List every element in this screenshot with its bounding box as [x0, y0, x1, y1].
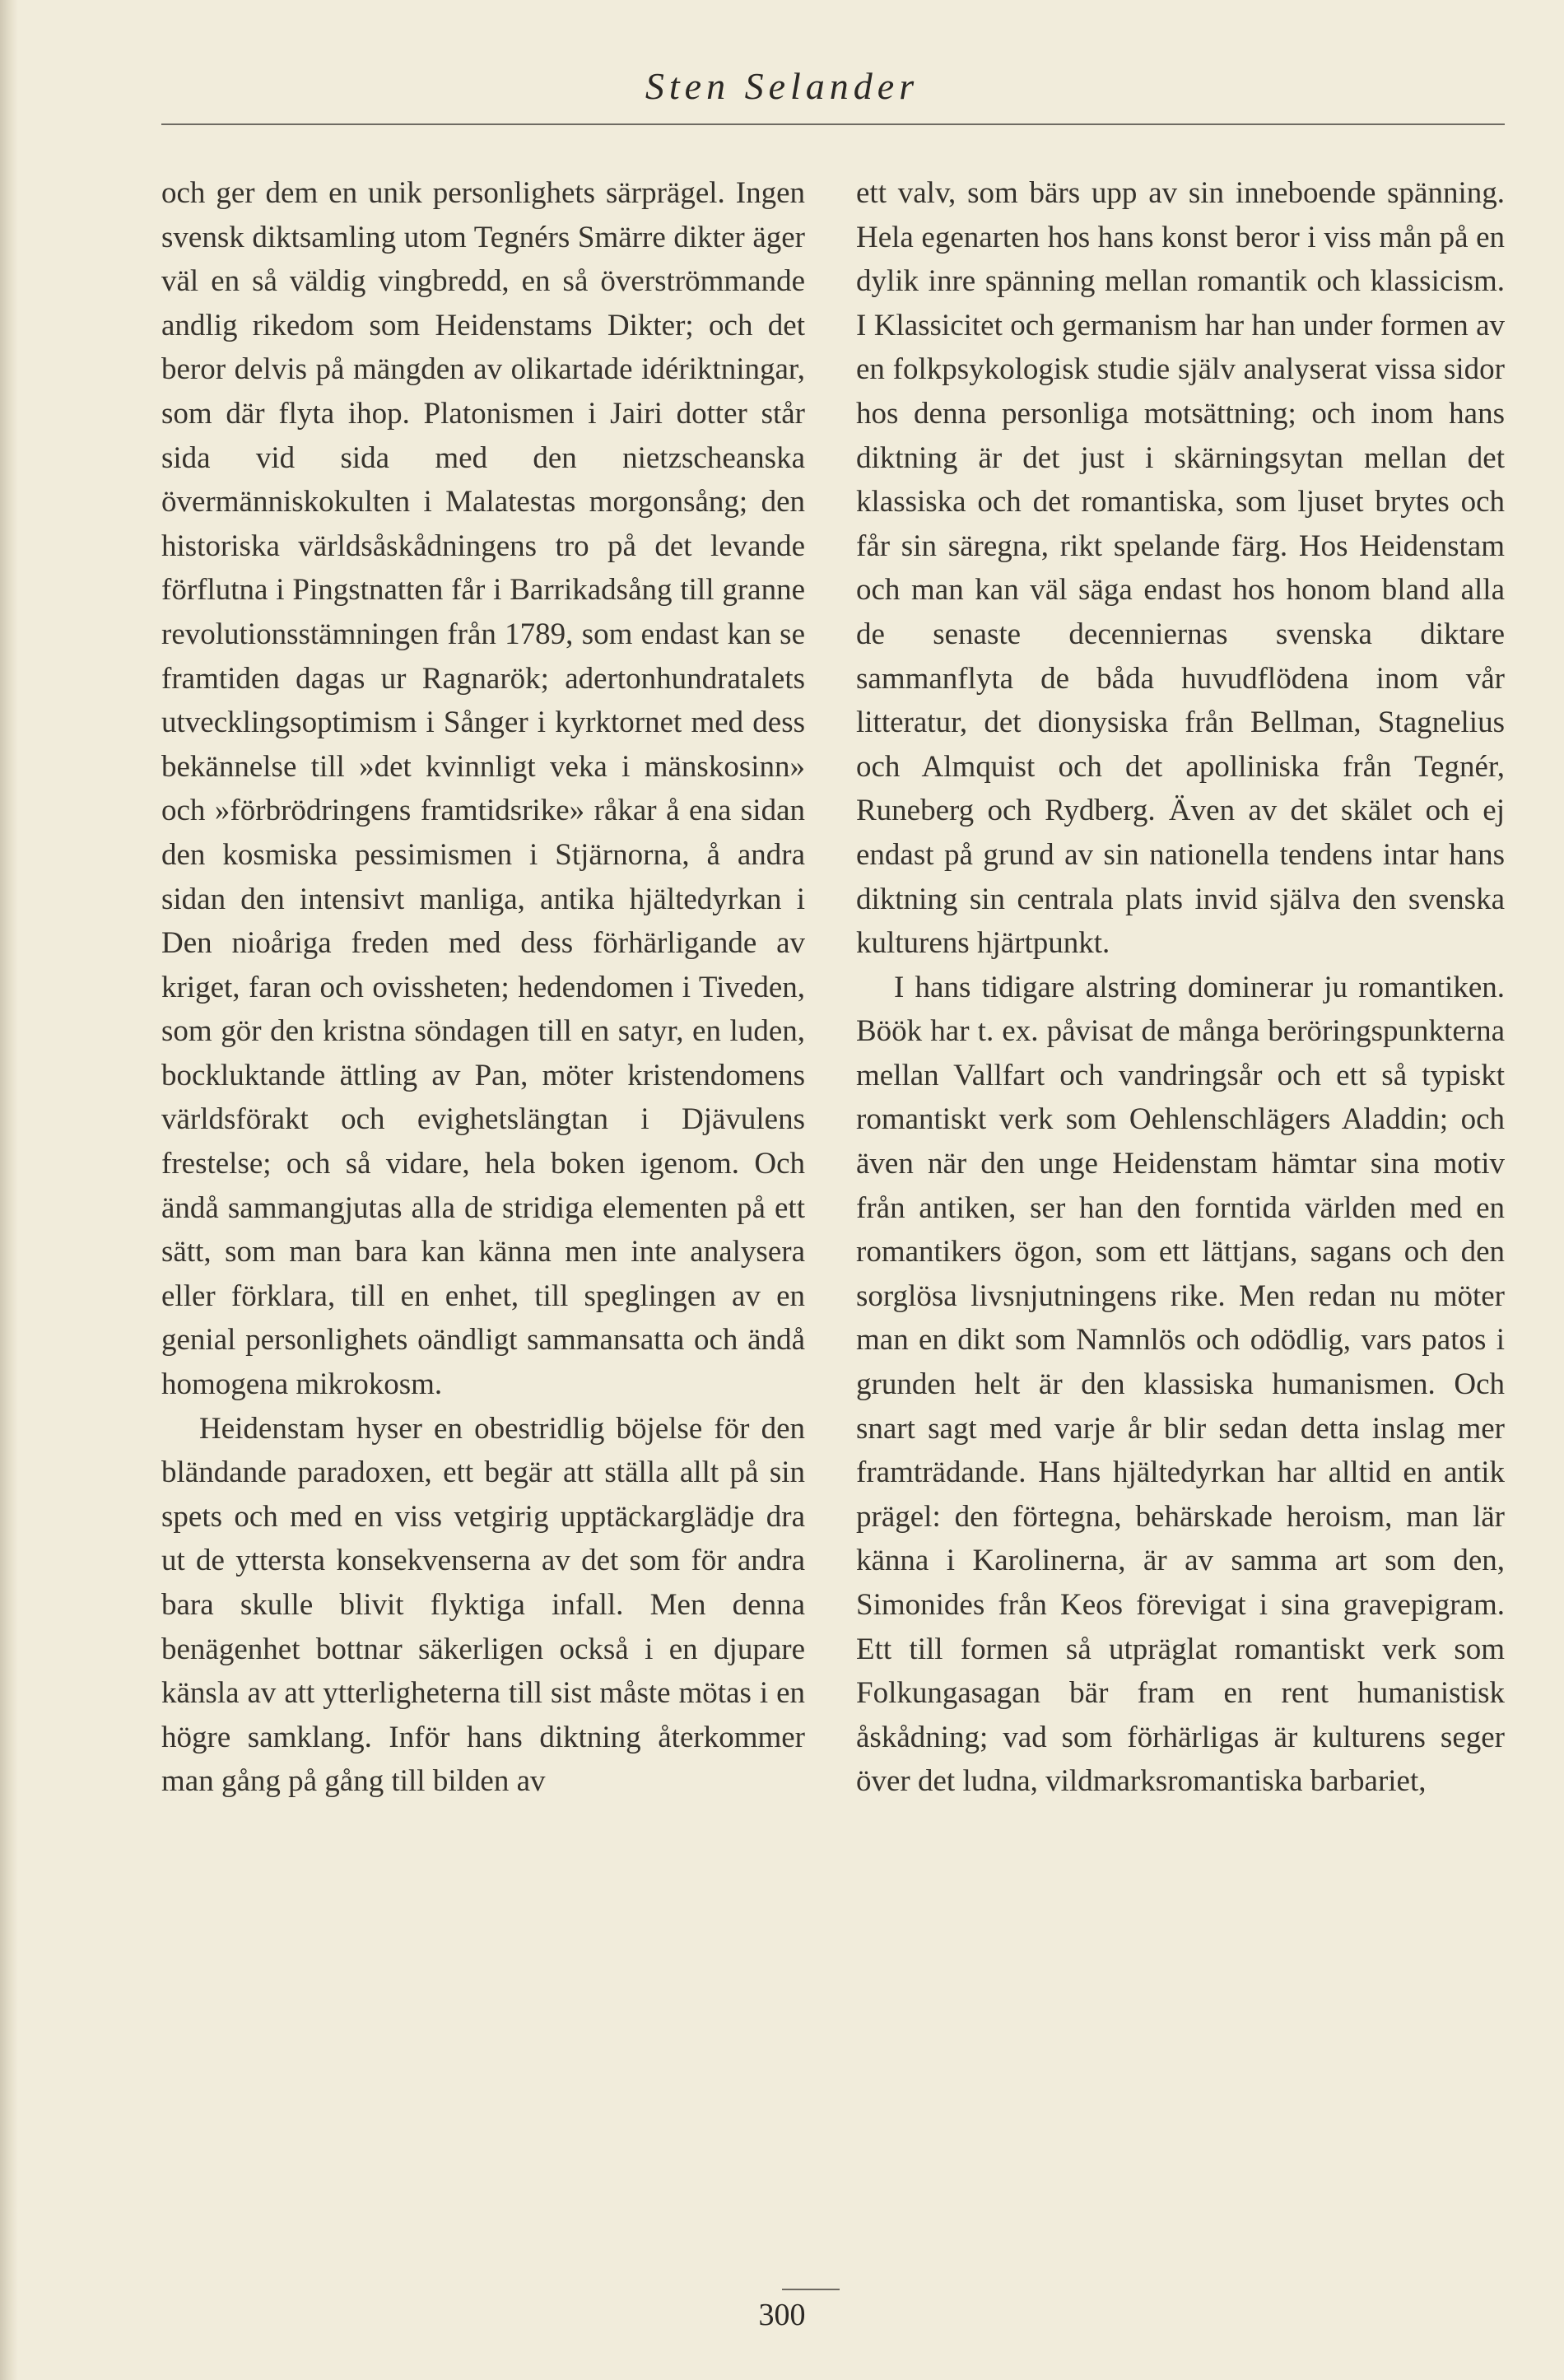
left-column: [161, 171, 805, 1804]
running-head: Sten Selander: [645, 65, 919, 107]
left-paragraph-2: Heidenstam hyser en obestridlig böjelse för den bländande paradoxen, ett begär att ställa allt på sin spets och med en viss vetgirig upptäckarglädje dra ut de yttersta konsekvenserna av det som för andra bara skulle blivit flyktiga infall. Men denna benägenhet bottnar säkerligen också i en djupare känsla av att ytterligheterna till sist måste mötas i en högre samklang. Inför hans diktning återkommer man gång på gång till bilden av: [161, 1411, 805, 1799]
footer-rule: [782, 2289, 840, 2290]
page-number: 300: [758, 2298, 806, 2332]
left-paragraph-1: och ger dem en unik personlighets särprägel. Ingen svensk diktsamling utom Tegnérs Smärre dikter äger väl en så väldig vingbredd, en så överströmmande andlig rikedom som Heidenstams Dikter; och det beror delvis på mängden av olikartade idériktningar, som där flyta ihop. Platonismen i Jairi dotter står sida vid sida med den nietzscheanska övermänniskokulten i Malatestas morgonsång; den historiska världsåskådningens tro på det levande förflutna i Pingstnatten får i Barrikadsång till granne revolutionsstämningen från 1789, som endast kan se framtiden dagas ur Ragnarök; adertonhundratalets utvecklingsoptimism i Sånger i kyrktornet med dess bekännelse till »det kvinnligt veka i mänskosinn» och »förbrödringens framtidsrike» råkar å ena sidan den kosmiska pessimismen i Stjärnorna, å andra sidan den intensivt manliga, antika hjältedyrkan i Den nioåriga freden med dess förhärligande av kriget, faran och ovissheten; hedendomen i Tiveden, som gör den kristna söndagen till en satyr, en luden, bockluktande ättling av Pan, möter kristendomens världsförakt och evighetslängtan i Djävulens frestelse; och så vidare, hela boken igenom. Och ändå sammangjutas alla de stridiga elementen på ett sätt, som man bara kan känna men inte analysera eller förklara, till en enhet, till speglingen av en genial personlighets oändligt sammansatta och ändå homogena mikrokosm.: [161, 176, 805, 1402]
page-edge-shadow: [0, 0, 18, 2380]
header-rule: [161, 123, 1505, 125]
right-column: [856, 171, 1505, 1804]
right-paragraph-2: I hans tidigare alstring dominerar ju romantiken. Böök har t. ex. påvisat de många beröringspunkterna mellan Vallfart och vandringsår och ett så typiskt romantiskt verk som Oehlenschlägers Aladdin; och även när den unge Heidenstam hämtar sina motiv från antiken, ser han den forntida världen med en romantikers ögon, som ett lättjans, sagans och den sorglösa livsnjutningens rike. Men redan nu möter man en dikt som Namnlös och odödlig, vars patos i grunden helt är den klassiska humanismen. Och snart sagt med varje år blir sedan detta inslag mer framträdande. Hans hjältedyrkan har alltid en antik prägel: den förtegna, behärskade heroism, man lär känna i Karolinerna, är av samma art som den, Simonides från Keos förevigat i sina gravepigram. Ett till formen så utpräglat romantiskt verk som Folkungasagan bär fram en rent humanistisk åskådning; vad som förhärligas är kulturens seger över det ludna, vildmarksromantiska barbariet,: [856, 970, 1505, 1799]
right-paragraph-1: ett valv, som bärs upp av sin inneboende spänning. Hela egenarten hos hans konst beror i viss mån på en dylik inre spänning mellan romantik och klassicism. I Klassicitet och germanism har han under formen av en folkpsykologisk studie själv analyserat vissa sidor hos denna personliga motsättning; och inom hans diktning är det just i skärningsytan mellan det klassiska och det romantiska, som ljuset brytes och får sin säregna, rikt spelande färg. Hos Heidenstam och man kan väl säga endast hos honom bland alla de senaste decenniernas svenska diktare sammanflyta de båda huvudflödena inom vår litteratur, det dionysiska från Bellman, Stagnelius och Almquist och det apolliniska från Tegnér, Runeberg och Rydberg. Även av det skälet och ej endast på grund av sin nationella tendens intar hans diktning sin centrala plats invid själva den svenska kulturens hjärtpunkt.: [856, 176, 1505, 961]
